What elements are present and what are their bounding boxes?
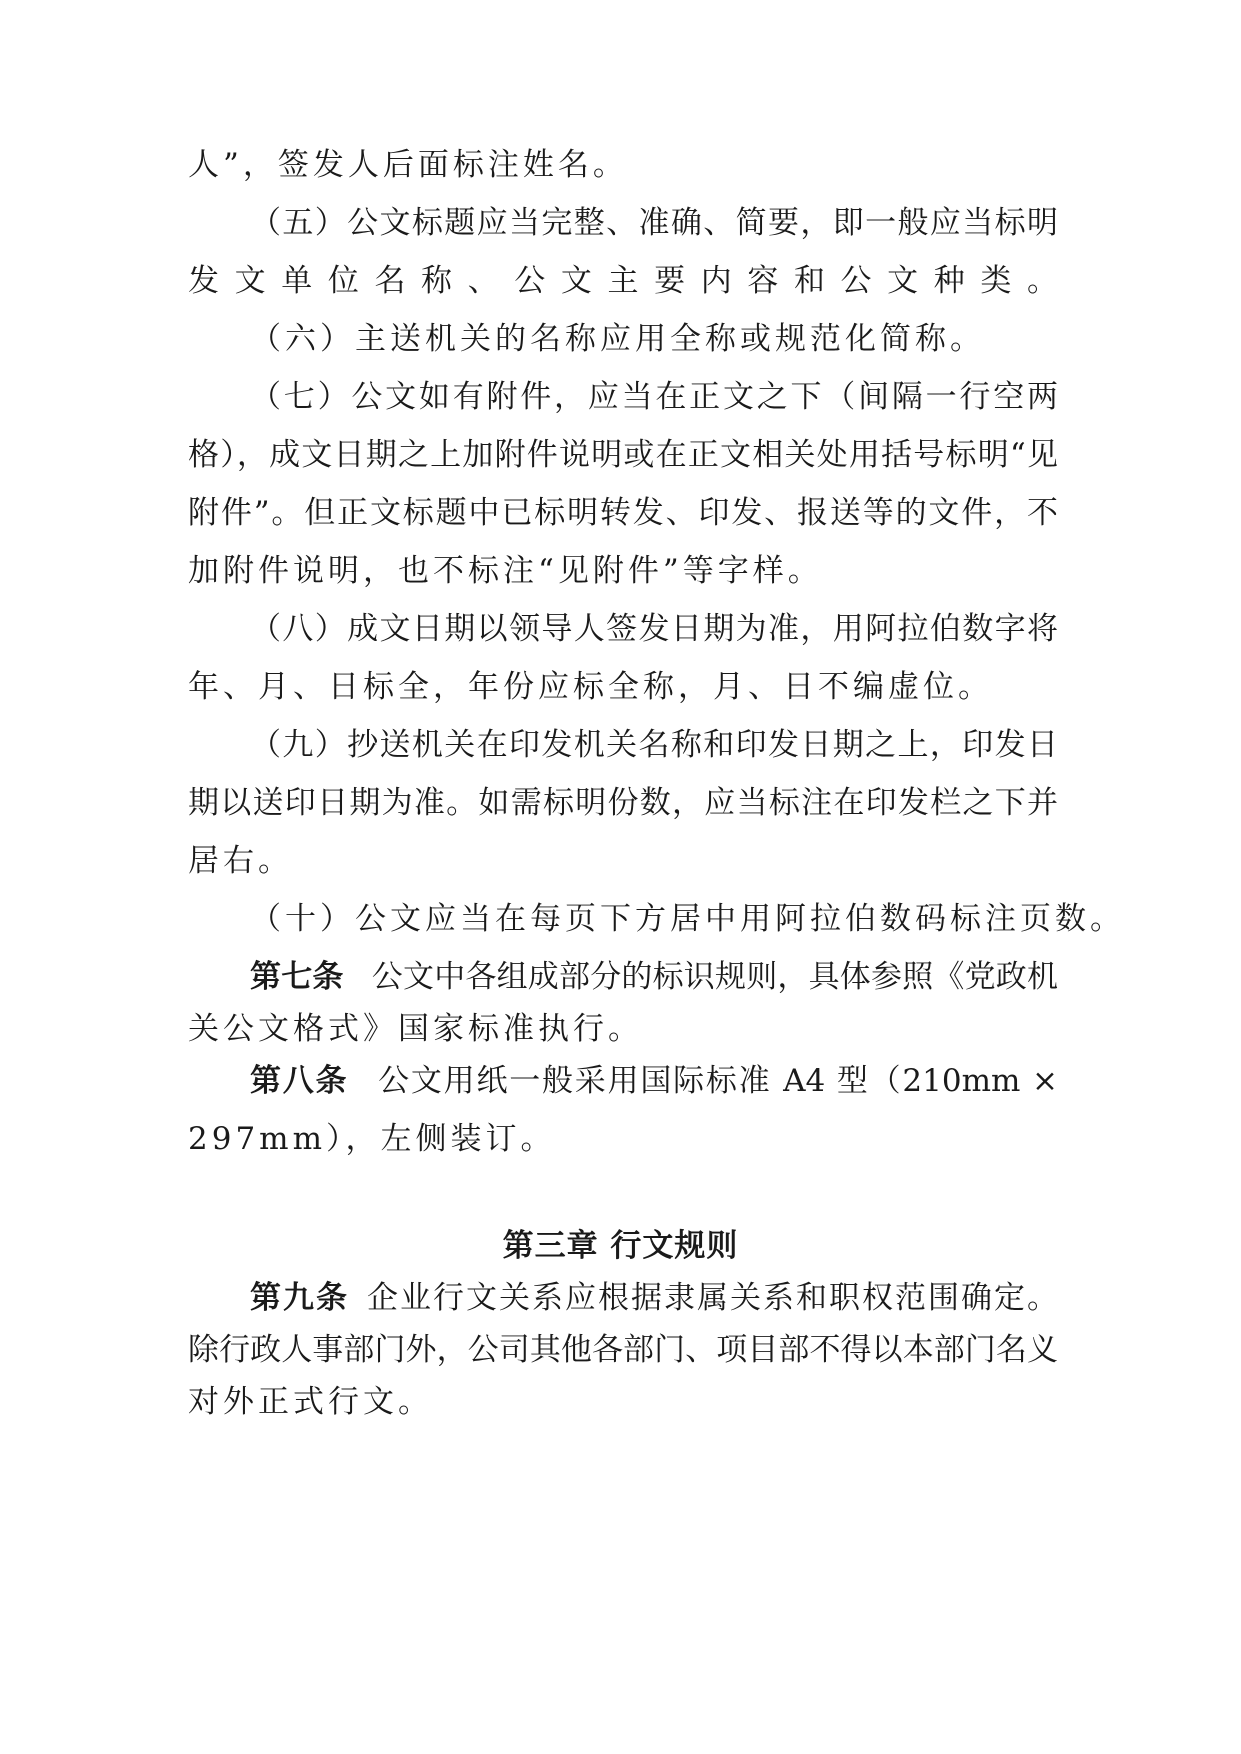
- paragraph-line: 期以送印日期为准。如需标明份数，应当标注在印发栏之下并: [188, 785, 1058, 821]
- article-9-line-1: [250, 1278, 1058, 1318]
- paragraph-line: 年、月、日标全，年份应标全称，月、日不编虚位。: [188, 669, 993, 705]
- article-8-text: 公文用纸一般采用国际标准 A4 型（210mm ×: [376, 1063, 1058, 1099]
- article-9-line-3: 对外正式行文。: [188, 1384, 433, 1420]
- paragraph-line: 居右。: [188, 843, 293, 879]
- paragraph-line: （十）公文应当在每页下方居中用阿拉伯数码标注页数。: [250, 901, 1125, 937]
- article-7-text: 公文中各组成部分的标识规则，具体参照《党政机: [371, 959, 1059, 995]
- paragraph-line: 格），成文日期之上加附件说明或在正文相关处用括号标明“见: [188, 437, 1058, 473]
- article-7-line-2: 关公文格式》国家标准执行。: [188, 1011, 643, 1047]
- paragraph-line: （八）成文日期以领导人签发日期为准，用阿拉伯数字将: [250, 611, 1058, 647]
- chapter-heading: 第三章 行文规则: [502, 1228, 739, 1264]
- article-8-label: 第八条: [250, 1063, 349, 1099]
- paragraph-line: 附件”。但正文标题中已标明转发、印发、报送等的文件，不: [188, 495, 1058, 531]
- paragraph-line: 人”，签发人后面标注姓名。: [188, 147, 628, 183]
- paragraph-line: 发文单位名称、公文主要内容和公文种类。: [188, 263, 1058, 299]
- paragraph-line: （六）主送机关的名称应用全称或规范化简称。: [250, 321, 985, 357]
- paragraph-line: （五）公文标题应当完整、准确、简要，即一般应当标明: [250, 205, 1058, 241]
- article-9-line-2: 除行政人事部门外，公司其他各部门、项目部不得以本部门名义: [188, 1332, 1058, 1368]
- paragraph-line: （七）公文如有附件，应当在正文之下（间隔一行空两: [250, 379, 1058, 415]
- article-7-line-1: [250, 957, 1058, 997]
- article-9-label: 第九条: [250, 1280, 349, 1316]
- paragraph-line: （九）抄送机关在印发机关名称和印发日期之上，印发日: [250, 727, 1058, 763]
- article-9-text: 企业行文关系应根据隶属关系和职权范围确定。: [365, 1280, 1058, 1316]
- article-8-line-1: [250, 1061, 1058, 1101]
- article-8-line-2: 297mm），左侧装订。: [188, 1121, 556, 1157]
- paragraph-line: 加附件说明，也不标注“见附件”等字样。: [188, 553, 823, 589]
- article-7-label: 第七条: [250, 959, 344, 995]
